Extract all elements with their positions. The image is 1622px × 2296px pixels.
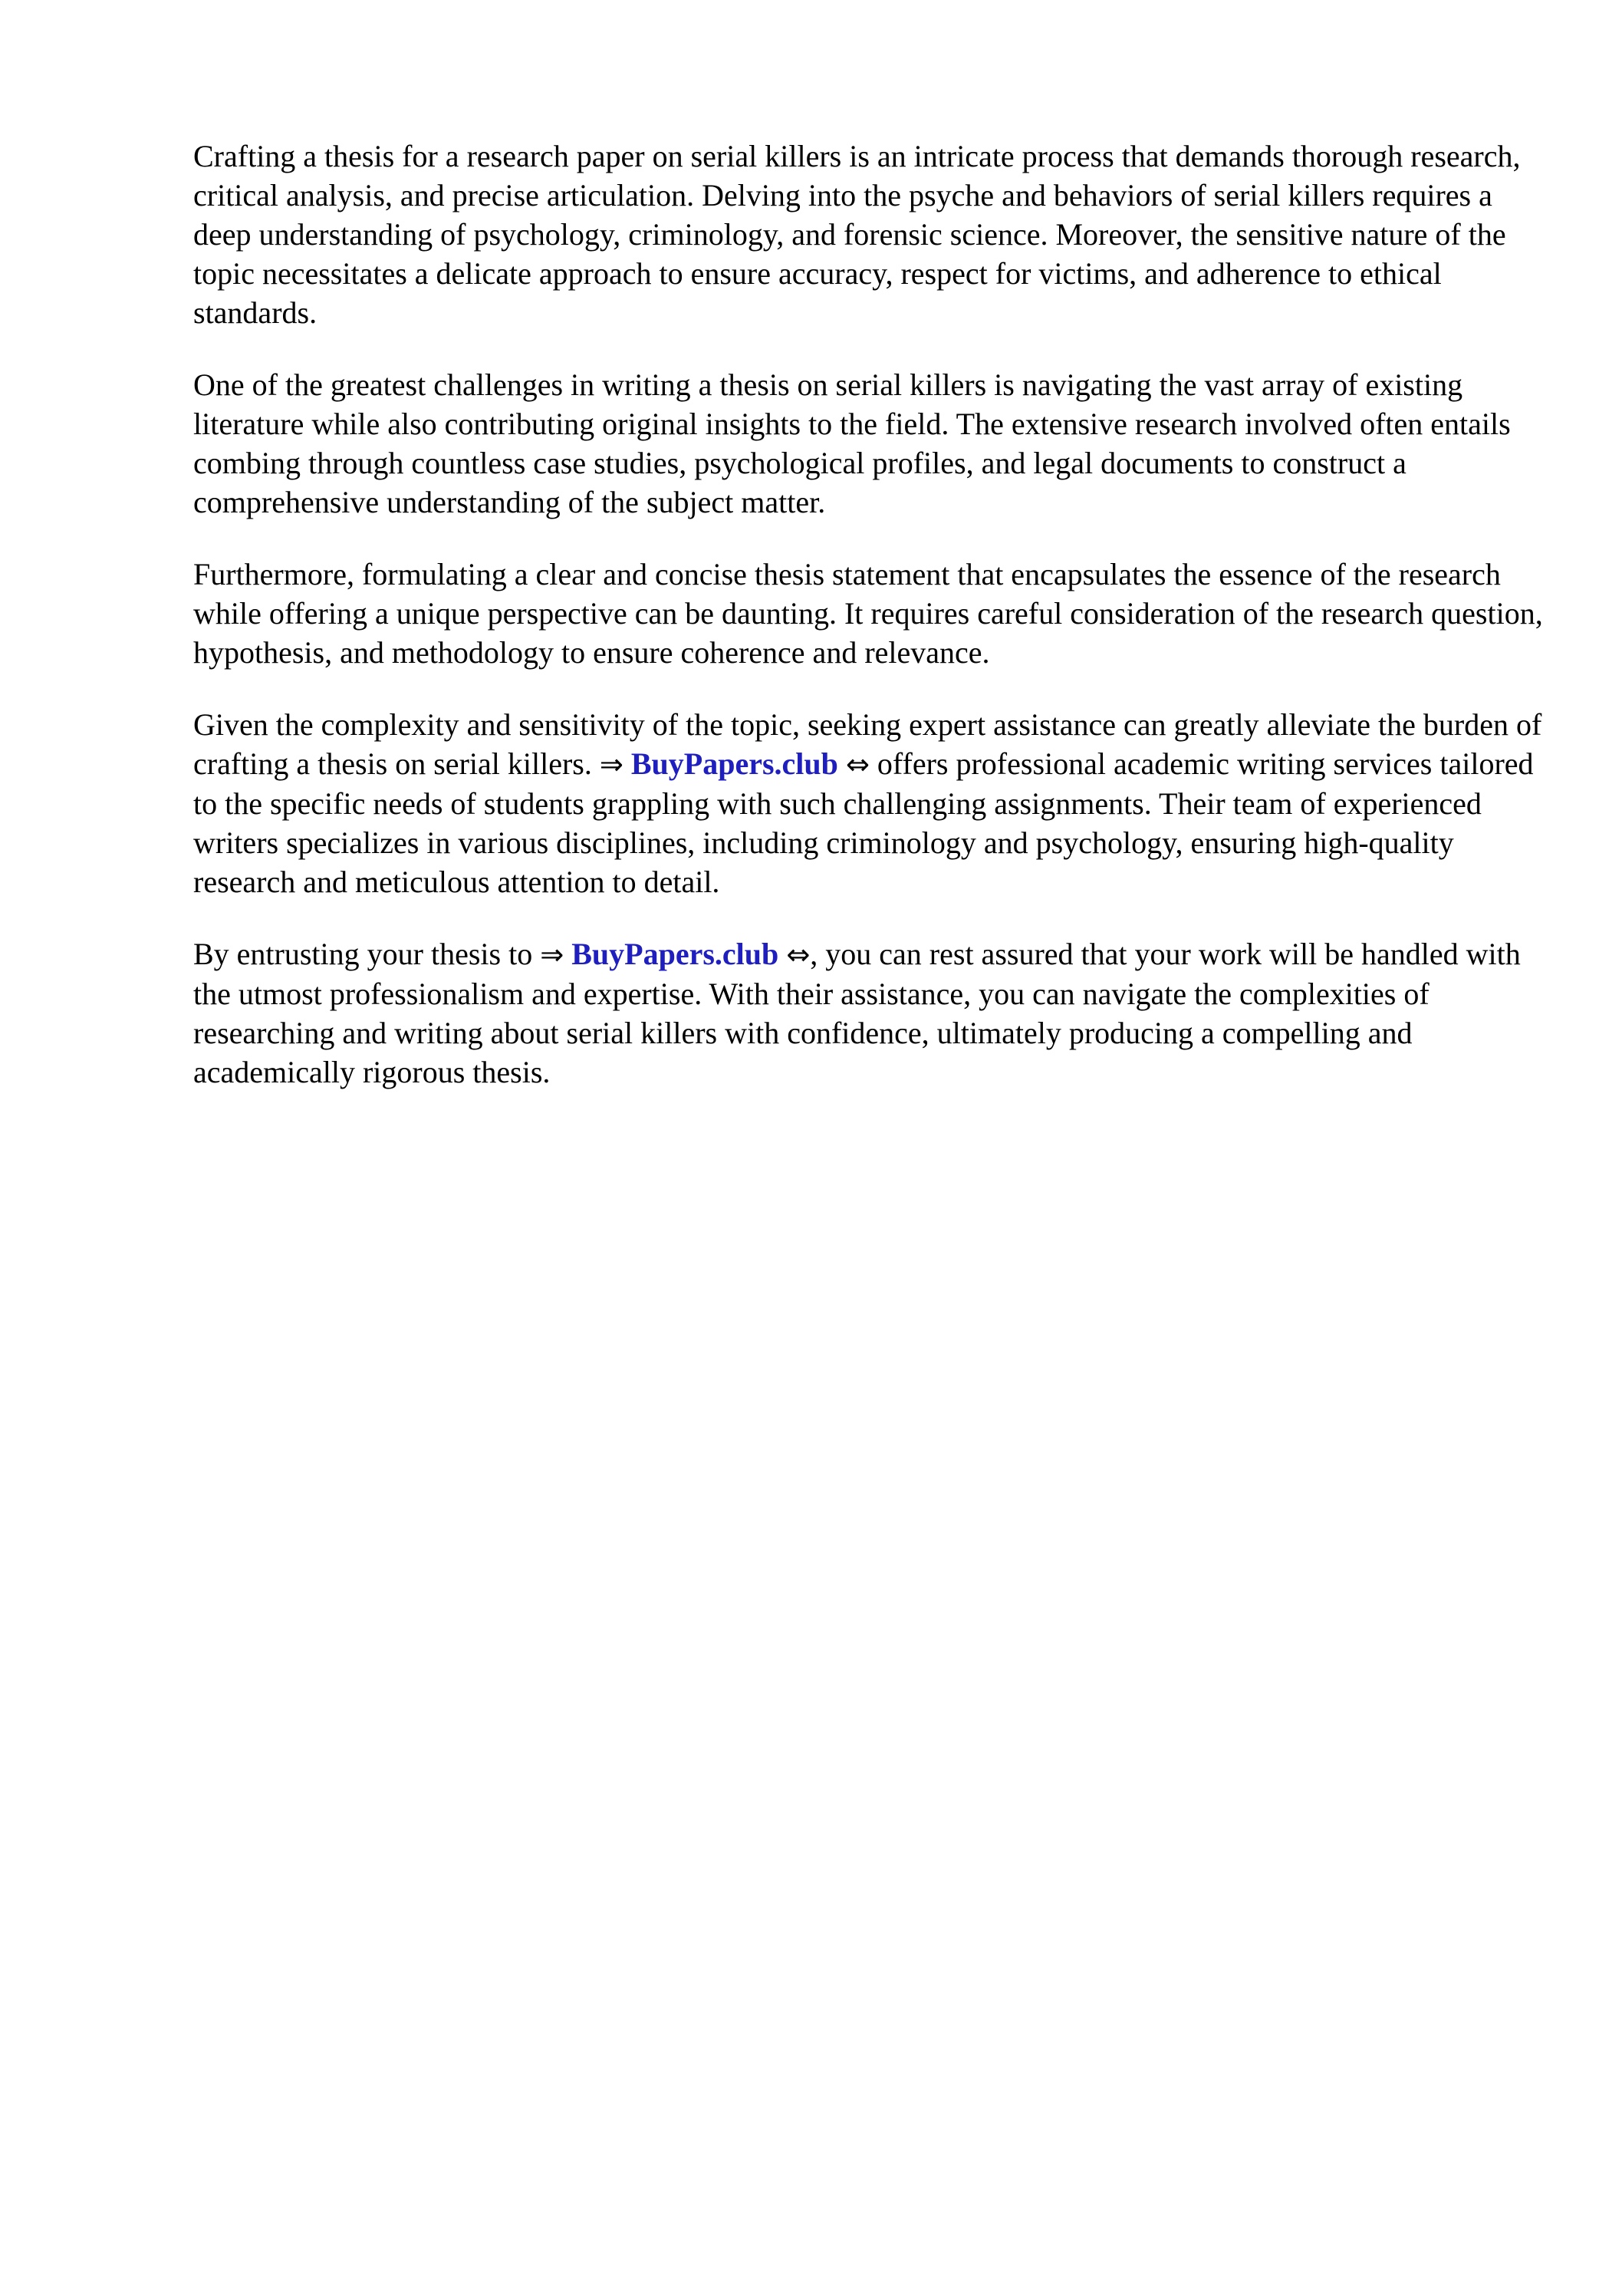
document-body bbox=[193, 137, 1543, 1125]
paragraph-assistance-after: offers professional academic writing services tailored to the specific needs of students grappling with such challenging assignments. Their team of experienced writers specializes in various disciplines, including criminology and psychology, ensuring high-quality research and meticulous attention to detail. bbox=[193, 746, 1534, 899]
buypapers-link[interactable]: BuyPapers.club bbox=[571, 937, 779, 971]
right-arrow-icon: ⇒ bbox=[540, 938, 564, 971]
right-arrow-icon: ⇒ bbox=[599, 748, 623, 781]
paragraph-conclusion-before: By entrusting your thesis to bbox=[193, 937, 541, 971]
paragraph-thesis-statement: Furthermore, formulating a clear and concise thesis statement that encapsulates the essence of the research while offering a unique perspective can be daunting. It requires careful consideration of the research question, hypothesis, and methodology to ensure coherence and relevance. bbox=[193, 557, 1543, 670]
paragraph-conclusion-after: , you can rest assured that your work will be handled with the utmost professionalism and expertise. With their assistance, you can navigate the complexities of researching and writing about serial killers with confidence, ultimately producing a compelling and academically rigorous thesis. bbox=[193, 937, 1521, 1089]
buypapers-link[interactable]: BuyPapers.club bbox=[630, 746, 838, 781]
left-right-arrow-icon: ⇔ bbox=[845, 748, 870, 781]
paragraph-assistance-before: Given the complexity and sensitivity of the topic, seeking expert assistance can greatly alleviate the burden of crafting a thesis on serial killers. bbox=[193, 707, 1542, 781]
paragraph-conclusion bbox=[193, 934, 1543, 1092]
left-right-arrow-icon: ⇔ bbox=[786, 938, 811, 971]
paragraph-intro: Crafting a thesis for a research paper on serial killers is an intricate process that demands thorough research, critical analysis, and precise articulation. Delving into the psyche and behaviors of serial killers requires a deep understanding of psychology, criminology, and forensic science. Moreover, the sensitive nature of the topic necessitates a delicate approach to ensure accuracy, respect for victims, and adherence to ethical standards. bbox=[193, 139, 1521, 330]
paragraph-assistance bbox=[193, 705, 1543, 901]
paragraph-challenges: One of the greatest challenges in writing a thesis on serial killers is navigating the vast array of existing literature while also contributing original insights to the field. The extensive research involved often entails combing through countless case studies, psychological profiles, and legal documents to construct a comprehensive understanding of the subject matter. bbox=[193, 367, 1511, 519]
